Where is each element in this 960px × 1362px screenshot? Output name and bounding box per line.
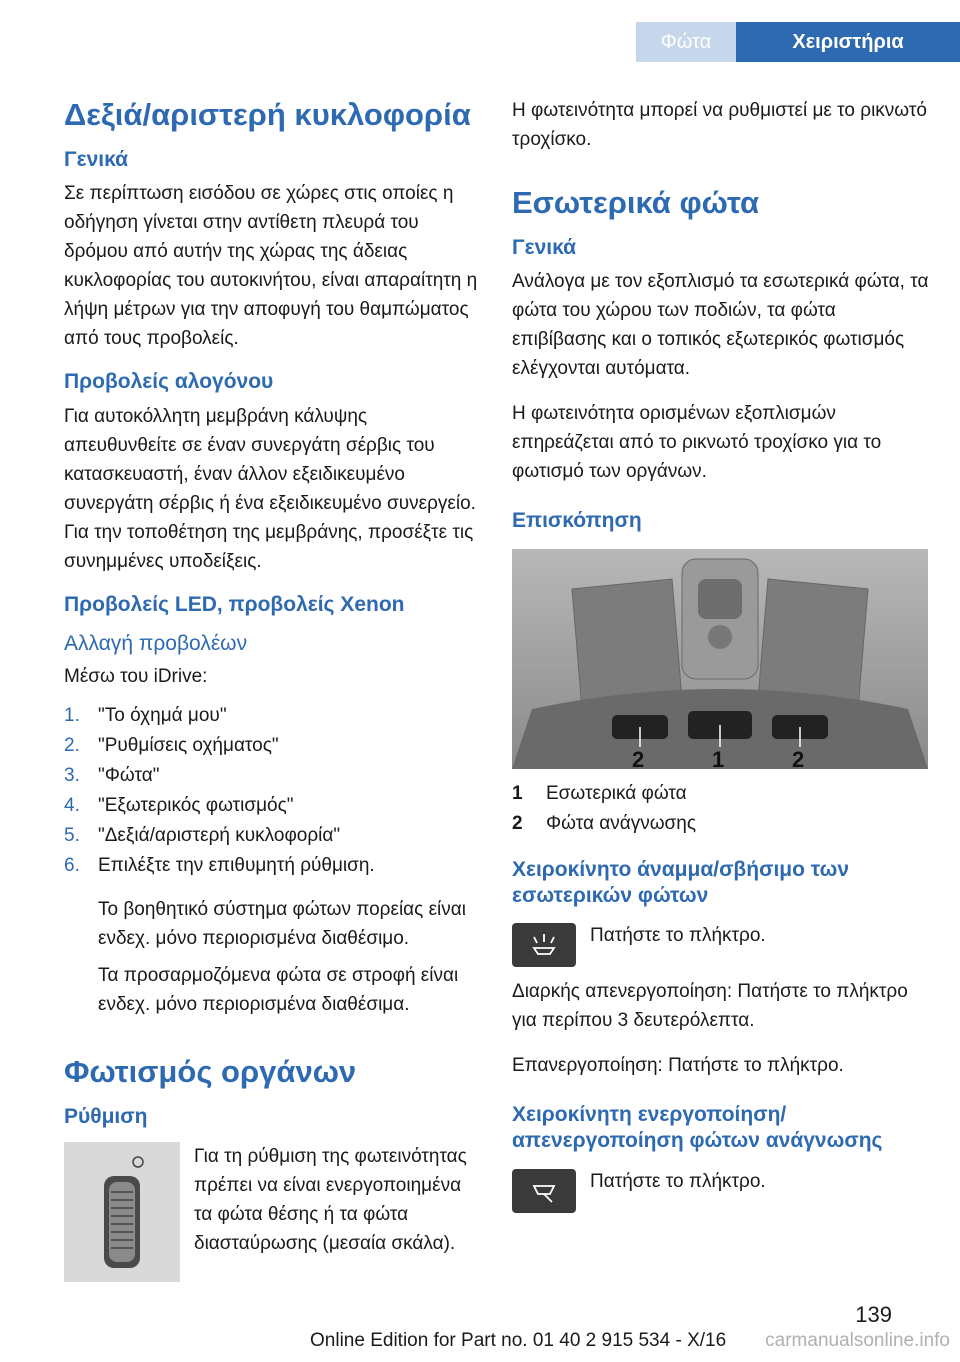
list-item: 2. "Ρυθμίσεις οχήματος" <box>64 734 279 756</box>
overview-heading: Επισκόπηση <box>512 509 642 533</box>
note-adaptive: Τα προσαρμοζόμενα φώτα σε στροφή είναι ενδεχ. μόνο περιορισμένα διαθέσιμα. <box>98 964 459 1015</box>
section-title-instrument: Φωτισμός οργάνων <box>64 1053 357 1089</box>
interior-light-key-icon <box>512 923 576 967</box>
callout-label: 2 <box>792 746 805 772</box>
note-assist: Το βοηθητικό σύστημα φώτων πορείας είναι ενδεχ. μόνο περιορισμένα διαθέσιμο. <box>98 898 466 949</box>
general-text: Σε περίπτωση εισόδου σε χώρες στις οποίες η οδήγηση γίνεται στην αντίθετη πλευρά του δρόμου από αυτήν της χώρας της άδειας κυκλοφορίας του αυτοκινήτου, είναι απαραίτητη η λήψη μέτρων για την αποφυγή του θαμπώματος από τους προβολείς. <box>64 183 478 350</box>
watermark: carmanualsonline.info <box>765 1330 950 1351</box>
dimmer-wheel-icon <box>64 1142 180 1282</box>
legend-item: 1 Εσωτερικά φώτα <box>512 782 687 804</box>
page-footer <box>0 1302 960 1356</box>
general-heading: Γενικά <box>64 148 129 172</box>
tab-chapter: Χειριστήρια <box>736 22 960 62</box>
halogen-heading: Προβολείς αλογόνου <box>64 370 274 394</box>
reactivate-text: Επανεργοποίηση: Πατήστε το πλήκτρο. <box>512 1055 844 1077</box>
right-column <box>512 96 932 1223</box>
interior-general-text1: Ανάλογα με τον εξοπλισμό τα εσωτερικά φώτα, τα φώτα του χώρου των ποδιών, τα φώτα επιβίβασης και ο τοπικός εξωτερικός φωτισμός ελέγχονται αυτόματα. <box>512 271 929 380</box>
interior-lights-photo <box>512 549 928 769</box>
list-item: 3. "Φώτα" <box>64 764 160 786</box>
callout-label: 1 <box>712 746 725 772</box>
press-key-text: Πατήστε το πλήκτρο. <box>590 925 766 947</box>
manual-key-row <box>512 921 932 967</box>
adjust-heading: Ρύθμιση <box>64 1105 148 1129</box>
press-key-text-2: Πατήστε το πλήκτρο. <box>590 1170 766 1192</box>
left-column <box>64 96 482 1292</box>
change-intro: Μέσω του iDrive: <box>64 665 208 687</box>
header-tabs <box>636 22 960 62</box>
list-item: 5. "Δεξιά/αριστερή κυκλοφορία" <box>64 824 341 846</box>
adjust-row <box>64 1142 482 1282</box>
callout-label: 2 <box>632 746 645 772</box>
steps-list <box>64 701 482 881</box>
change-heading: Αλλαγή προβολέων <box>64 631 248 655</box>
adjust-text: Για τη ρύθμιση της φωτεινότητας πρέπει να είναι ενεργοποιημένα τα φώτα θέσης ή τα φώτα διασταύρωσης (μεσαία σκάλα). <box>194 1146 467 1255</box>
section-title-traffic: Δεξιά/αριστερή κυκλοφορία <box>64 97 471 132</box>
list-item: 6. Επιλέξτε την επιθυμητή ρύθμιση. <box>64 854 375 876</box>
edition-text: Online Edition for Part no. 01 40 2 915 534 - X/16 <box>310 1330 727 1351</box>
list-item: 4. "Εξωτερικός φωτισμός" <box>64 794 294 816</box>
reading-light-key-icon <box>512 1169 576 1213</box>
permanent-off-text: Διαρκής απενεργοποίηση: Πατήστε το πλήκτρο για περίπου 3 δευτερόλεπτα. <box>512 981 908 1032</box>
list-item: 1. "Το όχημά μου" <box>64 704 227 726</box>
led-heading: Προβολείς LED, προβολείς Xenon <box>64 592 405 616</box>
page-number: 139 <box>855 1302 892 1327</box>
section-title-interior: Εσωτερικά φώτα <box>512 185 760 220</box>
halogen-text: Για αυτοκόλλητη μεμβράνη κάλυψης απευθυνθείτε σε έναν συνεργάτη σέρβις του κατασκευαστή, έναν άλλον εξειδικευμένο συνεργάτη σέρβις ή ένα εξειδικευμένο συνεργείο. Για την τοποθέτηση της μεμβράνης, προσέξτε τις συνημμένες υποδείξεις. <box>64 405 476 572</box>
tab-section: Φώτα <box>636 22 736 62</box>
manual-heading: Χειροκίνητο άναμμα/σβήσιμο των εσωτερικών φώτων <box>512 857 849 907</box>
legend-item: 2 Φώτα ανάγνωσης <box>512 812 696 834</box>
brightness-text: Η φωτεινότητα μπορεί να ρυθμιστεί με το ρικνωτό τροχίσκο. <box>512 100 927 150</box>
reading-key-row <box>512 1167 932 1213</box>
interior-general-heading: Γενικά <box>512 236 577 260</box>
reading-heading: Χειροκίνητη ενεργοποίηση/ απενεργοποίηση φώτων ανάγνωσης <box>512 1103 883 1153</box>
interior-general-text2: Η φωτεινότητα ορισμένων εξοπλισμών επηρεάζεται από το ρικνωτό τροχίσκο για το φωτισμό των οργάνων. <box>512 403 882 483</box>
